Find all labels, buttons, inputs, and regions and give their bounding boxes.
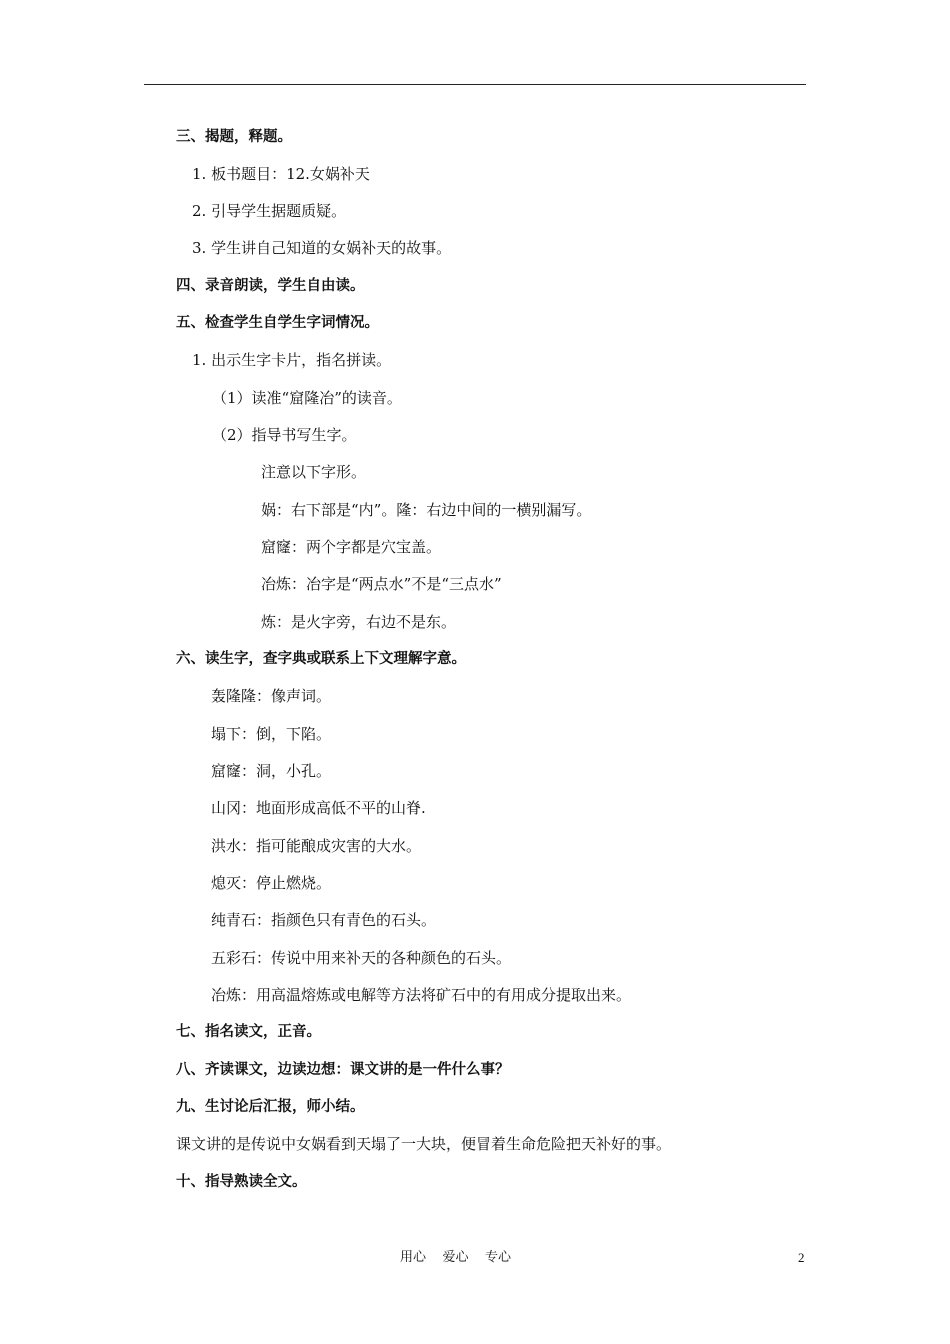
sub-list-item: （1）读准“窟隆冶”的读音。 (212, 389, 402, 407)
definition-item: 洪水：指可能酿成灾害的大水。 (211, 837, 422, 855)
list-item: 1. 板书题目：12.女娲补天 (192, 165, 370, 183)
section-heading-9: 九、生讨论后汇报，师小结。 (176, 1099, 365, 1115)
page-number: 2 (798, 1250, 805, 1265)
definition-item: 五彩石：传说中用来补天的各种颜色的石头。 (211, 949, 512, 967)
definition-item: 窟窿：洞，小孔。 (211, 762, 332, 780)
definition-item: 轰隆隆：像声词。 (211, 687, 332, 705)
footer-motto: 用心 爱心 专心 (400, 1250, 512, 1265)
paragraph: 课文讲的是传说中女娲看到天塌了一大块，便冒着生命危险把天补好的事。 (176, 1135, 672, 1153)
section-heading-5: 五、检查学生自学生字词情况。 (176, 315, 379, 331)
list-item: 2. 引导学生据题质疑。 (192, 202, 347, 220)
section-heading-6: 六、读生字，查字典或联系上下文理解字意。 (176, 651, 466, 667)
section-heading-8: 八、齐读课文，边读边想：课文讲的是一件什么事？ (176, 1062, 510, 1078)
paragraph: 炼：是火字旁，右边不是东。 (261, 613, 457, 631)
definition-item: 熄灭：停止燃烧。 (211, 874, 332, 892)
section-heading-7: 七、指名读文，正音。 (176, 1024, 321, 1040)
section-heading-10: 十、指导熟读全文。 (176, 1174, 307, 1190)
definition-item: 山冈：地面形成高低不平的山脊. (211, 799, 426, 817)
definition-item: 塌下：倒，下陷。 (211, 725, 332, 743)
section-heading-4: 四、录音朗读，学生自由读。 (176, 278, 365, 294)
paragraph: 窟窿：两个字都是穴宝盖。 (261, 538, 442, 556)
paragraph: 娲：右下部是“内”。隆：右边中间的一横别漏写。 (261, 501, 592, 519)
paragraph: 注意以下字形。 (261, 463, 367, 481)
definition-item: 纯青石：指颜色只有青色的石头。 (211, 911, 437, 929)
paragraph: 冶炼：冶字是“两点水”不是“三点水” (261, 575, 502, 593)
list-item: 3. 学生讲自己知道的女娲补天的故事。 (192, 239, 452, 257)
sub-list-item: （2）指导书写生字。 (212, 426, 357, 444)
section-heading-3: 三、揭题，释题。 (176, 129, 292, 145)
definition-item: 冶炼：用高温熔炼或电解等方法将矿石中的有用成分提取出来。 (211, 986, 632, 1004)
list-item: 1. 出示生字卡片，指名拼读。 (192, 351, 392, 369)
